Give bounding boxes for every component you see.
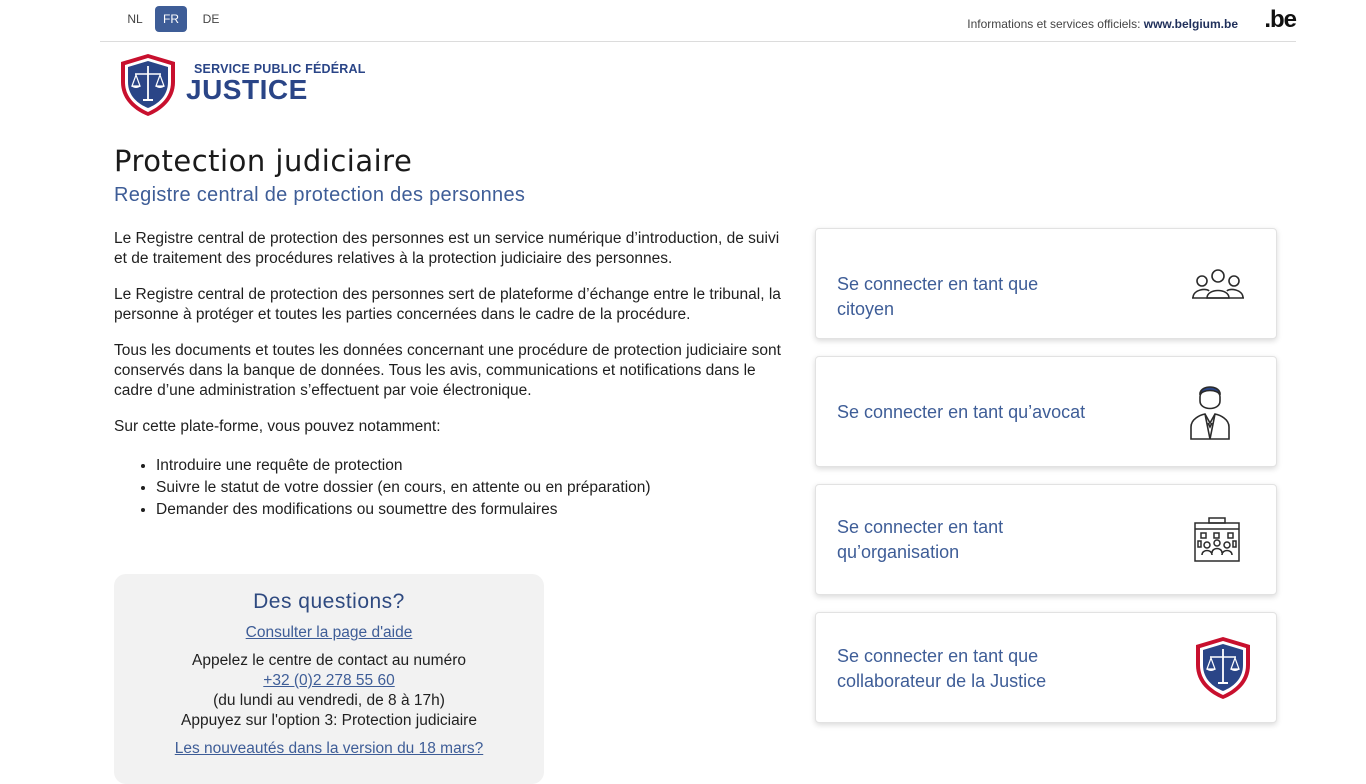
questions-title: Des questions? — [253, 590, 405, 613]
intro-paragraph: Tous les documents et toutes les données concernant une procédure de protection judiciaire sont conservés dans la banque de données. Tous les avis, communications et notifications dans le cadre d’une administration s’effectuent par voie électronique. — [114, 342, 781, 399]
intro-content — [114, 229, 786, 521]
login-organisation-card[interactable] — [815, 484, 1277, 595]
feature-list — [114, 455, 786, 521]
option-text: Appuyez sur l'option 3: Protection judiciaire — [181, 712, 477, 729]
intro-paragraph: Le Registre central de protection des personnes sert de plateforme d’échange entre le tribunal, la personne à protéger et toutes les parties concernées dans le cadre de la procédure. — [114, 286, 781, 323]
brand-subtitle: SERVICE PUBLIC FÉDÉRAL — [194, 62, 366, 76]
be-logo[interactable]: .be — [1264, 6, 1296, 33]
lawyer-icon — [1188, 383, 1232, 441]
login-lawyer-label: Se connecter en tant qu’avocat — [837, 402, 1086, 422]
official-info — [967, 17, 1238, 31]
lang-de-button[interactable]: DE — [202, 12, 220, 26]
call-text: Appelez le centre de contact au numéro — [191, 652, 466, 669]
citizens-group-icon — [1190, 267, 1246, 301]
login-citizen-card[interactable] — [815, 228, 1277, 339]
questions-box — [114, 574, 544, 784]
page-title: Protection judiciaire — [114, 144, 413, 178]
help-page-link[interactable]: Consulter la page d'aide — [245, 624, 413, 641]
feature-item: • Suivre le statut de votre dossier (en cours, en attente ou en préparation) — [156, 477, 786, 499]
lang-nl-button[interactable]: NL — [127, 12, 143, 26]
page-subtitle: Registre central de protection des personnes — [114, 184, 526, 206]
feature-item: • Introduire une requête de protection — [156, 455, 786, 477]
belgium-link[interactable]: www.belgium.be — [1143, 17, 1238, 31]
brand-title: JUSTICE — [186, 74, 308, 105]
official-text: Informations et services officiels: — [967, 17, 1141, 31]
login-justice-staff-label: Se connecter en tant que collaborateur de la Justice — [837, 646, 1047, 691]
intro-paragraph: Sur cette plate-forme, vous pouvez notamment: — [114, 418, 441, 435]
login-organisation-label: Se connecter en tant qu’organisation — [837, 517, 1004, 562]
top-bar — [100, 0, 1296, 42]
news-link[interactable]: Les nouveautés dans la version du 18 mars? — [174, 740, 484, 757]
justice-logo[interactable] — [117, 52, 179, 118]
lang-fr-button[interactable]: FR — [155, 6, 187, 32]
justice-shield-logo-icon — [117, 52, 179, 118]
justice-shield-icon — [1192, 635, 1254, 701]
organisation-building-icon — [1192, 517, 1242, 563]
hours-text: (du lundi au vendredi, de 8 à 17h) — [213, 692, 445, 709]
feature-item: • Demander des modifications ou soumettre des formulaires — [156, 499, 786, 521]
phone-link[interactable]: +32 (0)2 278 55 60 — [263, 672, 395, 689]
intro-paragraph: Le Registre central de protection des personnes est un service numérique d’introduction, de suivi et de traitement des procédures relatives à la protection judiciaire des personnes. — [114, 230, 780, 267]
login-lawyer-card[interactable] — [815, 356, 1277, 467]
login-justice-staff-card[interactable] — [815, 612, 1277, 723]
login-citizen-label: Se connecter en tant que citoyen — [837, 274, 1039, 319]
